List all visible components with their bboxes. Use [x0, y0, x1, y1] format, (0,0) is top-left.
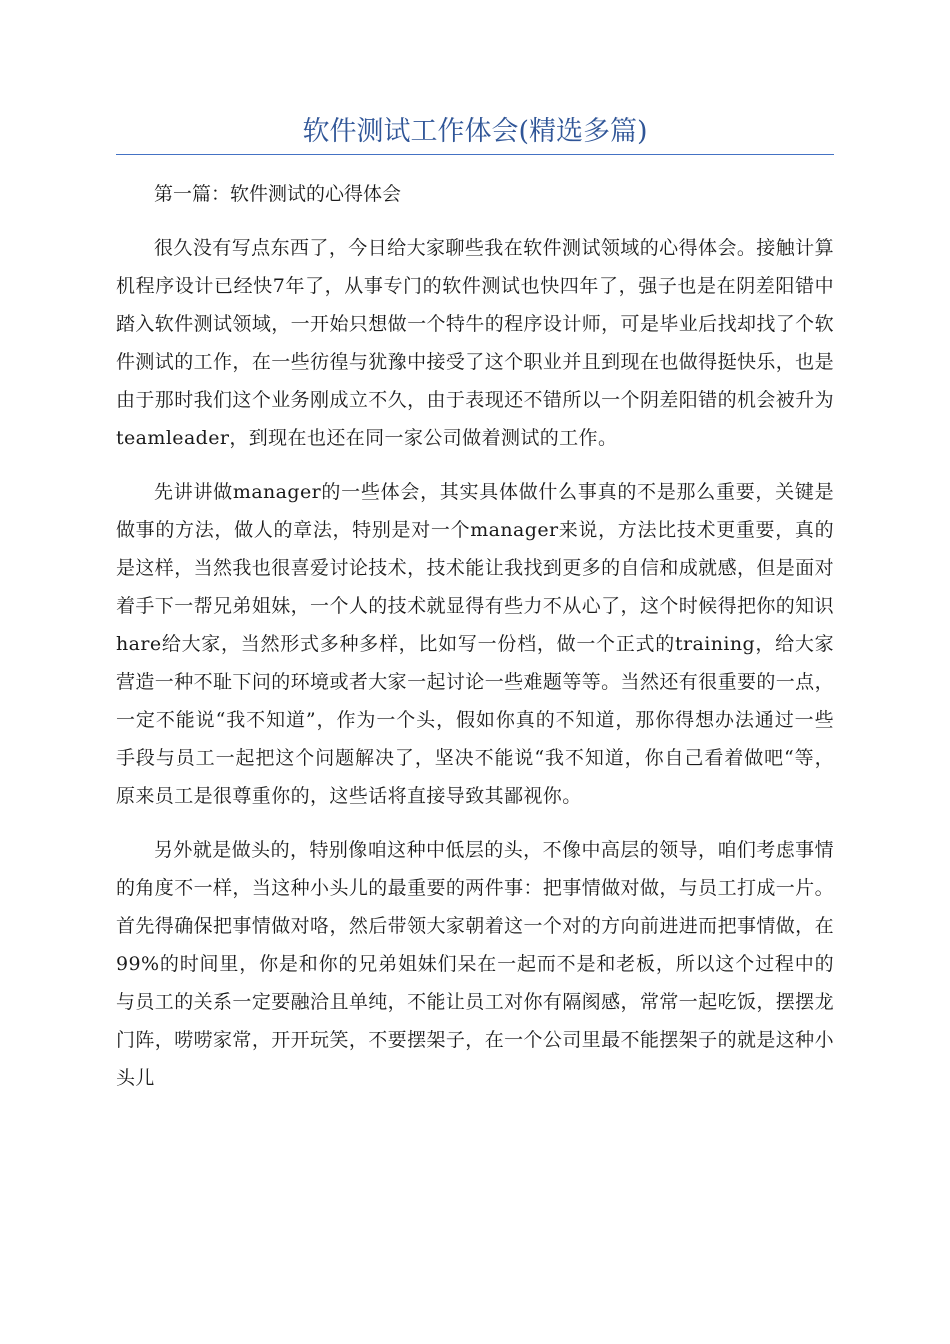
paragraph-2: 先讲讲做manager的一些体会，其实具体做什么事真的不是那么重要，关键是做事的方法，做人的章法，特别是对一个manager来说，方法比技术更重要，真的是这样，当然我也很喜爱讨论技术，技术能让我找到更多的自信和成就感，但是面对着手下一帮兄弟姐妹，一个人的技术就显得有些力不从心了，这个时候得把你的知识hare给大家，当然形式多种多样，比如写一份档，做一个正式的training，给大家营造一种不耻下问的环境或者大家一起讨论一些难题等等。当然还有很重要的一点，一定不能说“我不知道”，作为一个头，假如你真的不知道，那你得想办法通过一些手段与员工一起把这个问题解决了，坚决不能说“我不知道，你自己看着做吧“等，原来员工是很尊重你的，这些话将直接导致其鄙视你。 [116, 481, 834, 807]
document-body [116, 175, 834, 1113]
section-heading: 第一篇：软件测试的心得体会 [154, 183, 402, 205]
title-underline [116, 154, 834, 155]
document-title: 软件测试工作体会(精选多篇) [302, 116, 648, 147]
paragraph-3: 另外就是做头的，特别像咱这种中低层的头，不像中高层的领导，咱们考虑事情的角度不一样，当这种小头儿的最重要的两件事：把事情做对做，与员工打成一片。首先得确保把事情做对咯，然后带领大家朝着这一个对的方向前进进而把事情做，在99%的时间里，你是和你的兄弟姐妹们呆在一起而不是和老板，所以这个过程中的与员工的关系一定要融洽且单纯，不能让员工对你有隔阂感，常常一起吃饭，摆摆龙门阵，唠唠家常，开开玩笑，不要摆架子，在一个公司里最不能摆架子的就是这种小头儿 [116, 839, 834, 1089]
paragraph-1: 很久没有写点东西了，今日给大家聊些我在软件测试领域的心得体会。接触计算机程序设计已经快7年了，从事专门的软件测试也快四年了，强子也是在阴差阳错中踏入软件测试领域，一开始只想做一个特牛的程序设计师，可是毕业后找却找了个软件测试的工作，在一些彷徨与犹豫中接受了这个职业并且到现在也做得挺快乐，也是由于那时我们这个业务刚成立不久，由于表现还不错所以一个阴差阳错的机会被升为teamleader，到现在也还在同一家公司做着测试的工作。 [116, 237, 834, 449]
